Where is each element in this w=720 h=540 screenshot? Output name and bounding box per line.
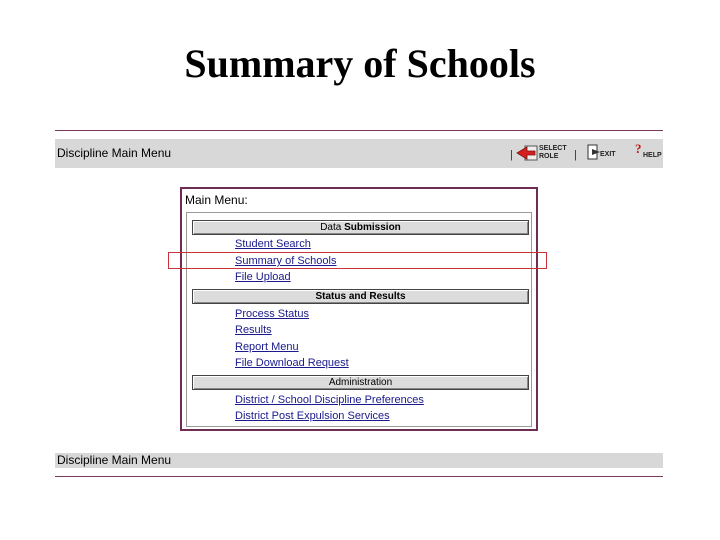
- link-district-school-discipline-preferences[interactable]: District / School Discipline Preferences: [235, 394, 424, 406]
- link-file-download-request[interactable]: File Download Request: [235, 357, 349, 369]
- bottom-menu-bar: [55, 453, 663, 468]
- separator: |: [510, 149, 513, 161]
- link-summary-of-schools[interactable]: Summary of Schools: [235, 255, 337, 267]
- select-role-button[interactable]: [515, 141, 575, 165]
- link-report-menu[interactable]: Report Menu: [235, 341, 299, 353]
- main-menu-list: [186, 212, 532, 427]
- section-header-administration: [192, 375, 529, 390]
- bottom-divider: [55, 476, 663, 477]
- separator: |: [574, 149, 577, 161]
- summary-of-schools-highlight: [168, 252, 547, 269]
- section-label: Administration: [328, 377, 393, 388]
- top-menu-title: Discipline Main Menu: [57, 146, 172, 160]
- top-divider: [55, 130, 663, 131]
- section-label: Data: [320, 222, 345, 233]
- exit-label: EXIT: [600, 151, 616, 158]
- link-results[interactable]: Results: [235, 324, 272, 336]
- link-student-search[interactable]: Student Search: [235, 238, 311, 250]
- link-process-status[interactable]: Process Status: [235, 308, 309, 320]
- link-district-post-expulsion-services[interactable]: District Post Expulsion Services: [235, 410, 390, 422]
- help-button[interactable]: [635, 141, 665, 163]
- section-header-status-results: [192, 289, 529, 304]
- help-label: HELP: [643, 152, 662, 159]
- help-icon: ?: [635, 141, 642, 156]
- main-menu-heading: Main Menu:: [185, 193, 248, 207]
- slide-title: Summary of Schools: [184, 41, 536, 86]
- section-label-bold: Submission: [344, 222, 401, 233]
- top-menu-bar: [55, 139, 663, 168]
- section-label-bold: Status and Results: [315, 291, 406, 302]
- link-file-upload[interactable]: File Upload: [235, 271, 291, 283]
- exit-button[interactable]: [586, 143, 624, 163]
- select-role-line2: ROLE: [539, 153, 559, 160]
- select-role-line1: SELECT: [539, 145, 567, 152]
- select-role-icon: [515, 143, 541, 163]
- bottom-menu-title: Discipline Main Menu: [57, 453, 172, 467]
- section-header-data-submission: [192, 220, 529, 235]
- main-menu-panel: [180, 187, 538, 431]
